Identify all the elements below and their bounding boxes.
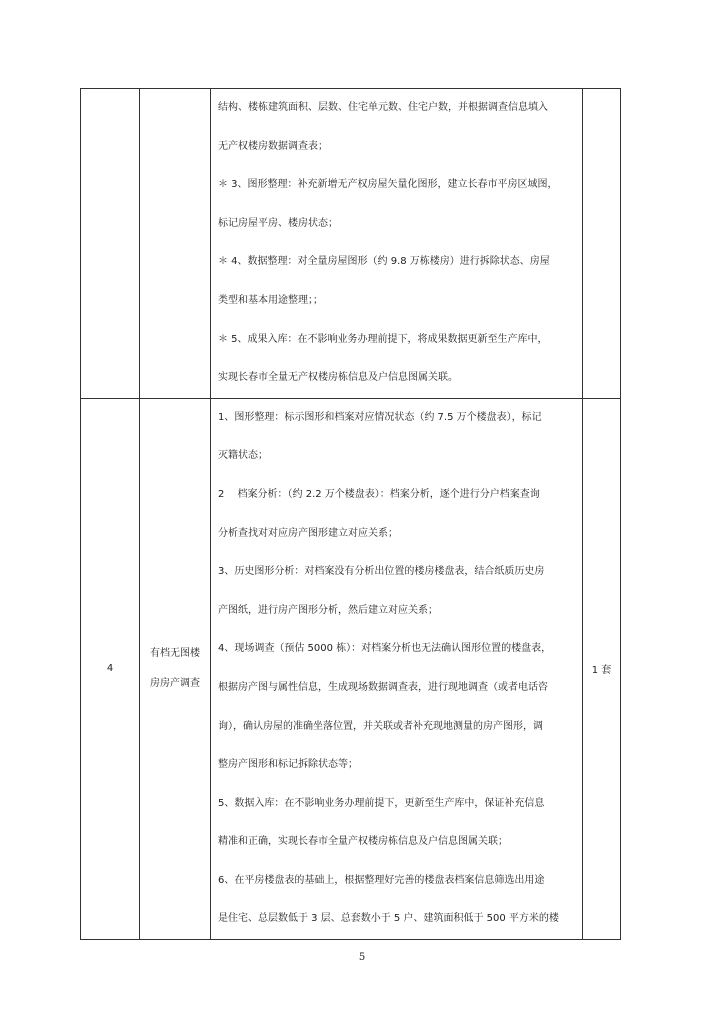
content-line: 5、数据入库：在不影响业务办理前提下，更新至生产库中，保证补充信息 bbox=[218, 797, 545, 809]
content-line: 标记房屋平房、楼房状态； bbox=[218, 217, 338, 229]
item-name-cell bbox=[140, 398, 211, 939]
content-cell bbox=[211, 89, 583, 399]
content-line: ＊ 3、图形整理：补充新增无产权房屋矢量化图形，建立长春市平房区域图， bbox=[218, 179, 558, 191]
content-line: 整房产图形和标记拆除状态等； bbox=[218, 759, 358, 771]
content-line: 精准和正确，实现长春市全量产权楼房栋信息及户信息图属关联； bbox=[218, 836, 508, 848]
row-number-cell bbox=[81, 89, 140, 399]
content-line: ＊ 4、数据整理：对全量房屋图形（约 9.8 万栋楼房）进行拆除状态、房屋 bbox=[218, 256, 550, 268]
content-line: 无产权楼房数据调查表； bbox=[218, 140, 328, 152]
table-row bbox=[81, 398, 621, 939]
work-content-table bbox=[80, 88, 621, 940]
content-line: 结构、楼栋建筑面积、层数、住宅单元数、住宅户数，并根据调查信息填入 bbox=[218, 102, 548, 113]
content-line: ＊ 5、成果入库：在不影响业务办理前提下，将成果数据更新至生产库中， bbox=[218, 333, 548, 345]
item-name-line: 房房产调查 bbox=[150, 677, 200, 689]
quantity-cell bbox=[583, 89, 621, 399]
item-name-line: 有档无图楼 bbox=[150, 647, 200, 659]
table-row bbox=[81, 89, 621, 399]
quantity-cell: 1 套 bbox=[583, 398, 621, 939]
row-number-cell: 4 bbox=[81, 398, 140, 939]
page-number: 5 bbox=[358, 952, 366, 963]
content-cell bbox=[211, 398, 583, 939]
content-line: 根据房产图与属性信息，生成现场数据调查表，进行现地调查（或者电话咨 bbox=[218, 681, 548, 693]
content-line: 3、历史图形分析：对档案没有分析出位置的楼房楼盘表，结合纸质历史房 bbox=[218, 566, 545, 578]
content-line: 询），确认房屋的准确坐落位置，并关联或者补充现地测量的房产图形，调 bbox=[218, 720, 543, 732]
content-line: 6、在平房楼盘表的基础上，根据整理好完善的楼盘表档案信息筛选出用途 bbox=[218, 874, 545, 886]
content-line: 1、图形整理：标示图形和档案对应情况状态（约 7.5 万个楼盘表），标记 bbox=[218, 411, 542, 423]
item-name-cell bbox=[140, 89, 211, 399]
content-line: 是住宅、总层数低于 3 层、总套数小于 5 户、建筑面积低于 500 平方米的楼 bbox=[218, 913, 559, 925]
content-line: 分析查找对对应房产图形建立对应关系； bbox=[218, 527, 398, 539]
content-line: 灭籍状态； bbox=[218, 450, 268, 462]
content-line: 产图纸，进行房产图形分析，然后建立对应关系； bbox=[218, 604, 438, 616]
content-line: 实现长春市全量无产权楼房栋信息及户信息图属关联。 bbox=[218, 372, 458, 384]
content-line: 类型和基本用途整理；； bbox=[218, 294, 323, 306]
content-line: 4、现场调查（预估 5000 栋）：对档案分析也无法确认图形位置的楼盘表， bbox=[218, 643, 552, 655]
content-line: 2 档案分析：（约 2.2 万个楼盘表）：档案分析，逐个进行分户档案查询 bbox=[218, 488, 540, 500]
